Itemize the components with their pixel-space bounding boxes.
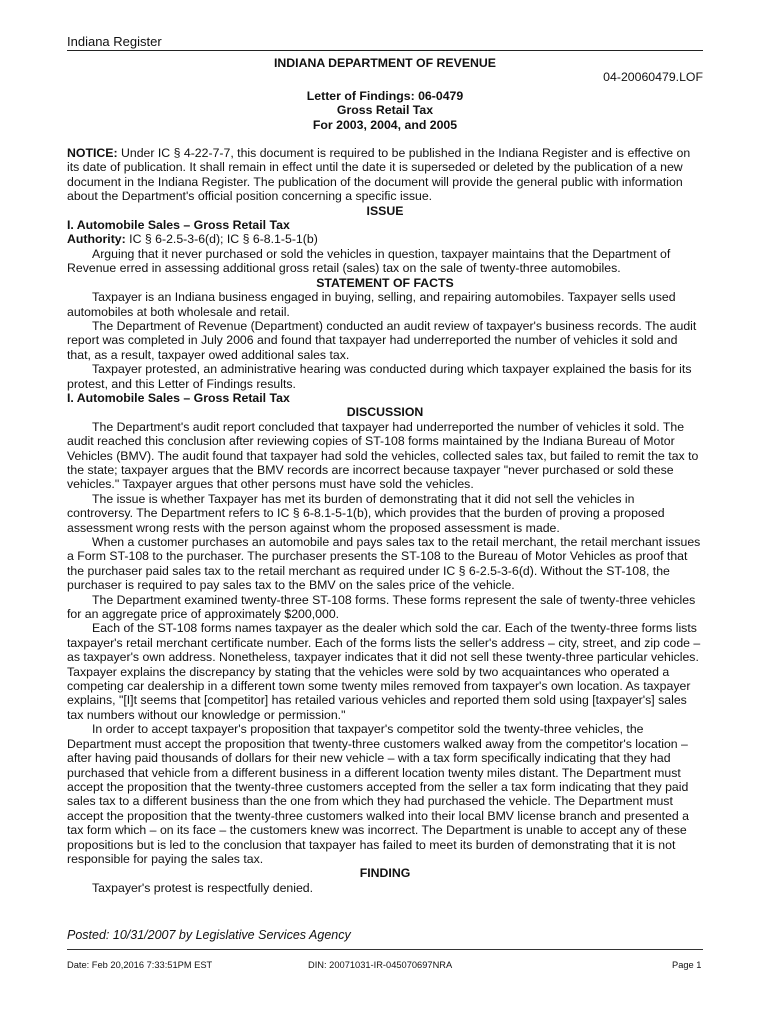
discussion-paragraph-1: The Department's audit report concluded that taxpayer had underreported the number of vehicles it sold. The audit reached this conclusion after reviewing copies of ST-108 forms maintained by the Indiana Bureau of Motor Vehicles (BMV). The audit found that taxpayer had sold the vehicles, collected sales tax, but failed to remit the tax to the state; taxpayer argues that the BMV records are incorrect because taxpayer "never purchased or sold these vehicles." Taxpayer argues that other persons must have sold the vehicles. <box>67 419 699 492</box>
spacer <box>67 132 703 146</box>
facts-paragraph-3: Taxpayer protested, an administrative hearing was conducted during which taxpayer explained the basis for its protest, and this Letter of Findings results. <box>67 362 692 391</box>
facts-paragraph-2: The Department of Revenue (Department) conducted an audit review of taxpayer's business records. The audit report was completed in July 2006 and found that taxpayer had underreported the number of vehicles it sold and that, as a result, taxpayer owed additional sales tax. <box>67 318 697 362</box>
discussion-paragraph-6: In order to accept taxpayer's proposition that taxpayer's competitor sold the twenty-three vehicles, the Department must accept the proposition that twenty-three customers walked away from the competitor's location – after having paid thousands of dollars for their new vehicle – with a tax form specifically indicating that they had purchased that vehicle from a different business in a different location twenty miles distant. The Department must accept the proposition that the twenty-three customers accepted from the seller a tax form indicating that they paid sales tax to a different business than the one from which they had purchased the vehicle. The Department must accept the proposition that the twenty-three customers walked into their local BMV license branch and presented a tax form which – on its face – the customers knew was incorrect. The Department is unable to accept any of these propositions but is led to the conclusion that taxpayer has failed to meet its burden of demonstrating that it is not responsible for paying the sales tax. <box>67 722 690 866</box>
discussion-heading: DISCUSSION <box>346 405 424 420</box>
bottom-rule <box>67 949 703 950</box>
discussion-paragraph-5: Each of the ST-108 forms names taxpayer as the dealer which sold the car. Each of the twenty-three forms lists taxpayer's retail merchant certificate number. Each of the forms lists the seller's address – city, street, and zip code – as taxpayer's own address. Nonetheless, taxpayer indicates that it did not sell these twenty-three particular vehicles. Taxpayer explains the discrepancy by stating that the vehicles were sold by two acquaintances who operated a competing car dealership in a different town some twenty miles removed from taxpayer's own location. As taxpayer explains, "[I]t seems that [competitor] has retailed various vehicles and reported them sold using [taxpayer's] sales tax numbers without our knowledge or permission." <box>67 621 701 722</box>
discussion-paragraph-4: The Department examined twenty-three ST-108 forms. These forms represent the sale of twenty-three vehicles for an aggregate price of approximately $200,000. <box>67 592 696 622</box>
register-title: Indiana Register <box>67 34 162 49</box>
finding-heading: FINDING <box>359 866 411 881</box>
discussion-paragraph-3: When a customer purchases an automobile and pays sales tax to the retail merchant, the retail merchant issues a Form ST-108 to the purchaser. The purchaser presents the ST-108 to the Bureau of Motor Vehicles as proof that the purchaser paid sales tax to the retail merchant as required under IC § 6-2.5-3-6(d). Without the ST-108, the purchaser is required to pay sales tax to the BMV on the sales price of the vehicle. <box>67 535 701 593</box>
issue-subheading: I. Automobile Sales – Gross Retail Tax <box>67 218 290 233</box>
letter-title: Letter of Findings: 06-0479 <box>306 88 464 103</box>
notice-paragraph <box>67 146 703 204</box>
document-id: 04-20060479.LOF <box>603 70 703 85</box>
footer-din: DIN: 20071031-IR-045070697NRA <box>308 960 453 970</box>
posted-line: Posted: 10/31/2007 by Legislative Services Agency <box>67 928 351 942</box>
authority-line <box>67 232 703 246</box>
department-title: INDIANA DEPARTMENT OF REVENUE <box>273 56 497 70</box>
issue-heading: ISSUE <box>366 203 404 218</box>
discussion-subheading: I. Automobile Sales – Gross Retail Tax <box>67 390 290 405</box>
years-title: For 2003, 2004, and 2005 <box>312 117 458 132</box>
tax-title: Gross Retail Tax <box>336 103 434 118</box>
facts-paragraph-1: Taxpayer is an Indiana business engaged in buying, selling, and repairing automobiles. Taxpayer sells used automobiles at both wholesale and retail. <box>67 290 676 319</box>
authority-text: IC § 6-2.5-3-6(d); IC § 6-8.1-5-1(b) <box>125 232 318 247</box>
authority-label: Authority: <box>67 232 126 247</box>
issue-paragraph: Arguing that it never purchased or sold the vehicles in question, taxpayer maintains that the Department of Revenue erred in assessing additional gross retail (sales) tax on the sale of twenty-three automobiles. <box>67 246 671 276</box>
footer-page-number: Page 1 <box>672 960 702 970</box>
notice-label: NOTICE: <box>67 146 118 161</box>
facts-heading: STATEMENT OF FACTS <box>316 275 454 290</box>
top-rule <box>67 50 703 51</box>
document-body <box>67 56 703 895</box>
notice-text: Under IC § 4-22-7-7, this document is required to be published in the Indiana Register and is effective on its date of publication. It shall remain in effect until the date it is superseded or deleted by the publication of a new document in the Indiana Register. The publication of the document will provide the general public with information about the Department's official position concerning a specific issue. <box>67 146 691 204</box>
footer-date: Date: Feb 20,2016 7:33:51PM EST <box>67 960 213 970</box>
discussion-paragraph-2: The issue is whether Taxpayer has met its burden of demonstrating that it did not sell the vehicles in controversy. The Department refers to IC § 6-8.1-5-1(b), which provides that the burden of proving a proposed assessment wrong rests with the person against whom the proposed assessment is made. <box>67 491 665 535</box>
finding-paragraph: Taxpayer's protest is respectfully denied. <box>92 880 314 895</box>
